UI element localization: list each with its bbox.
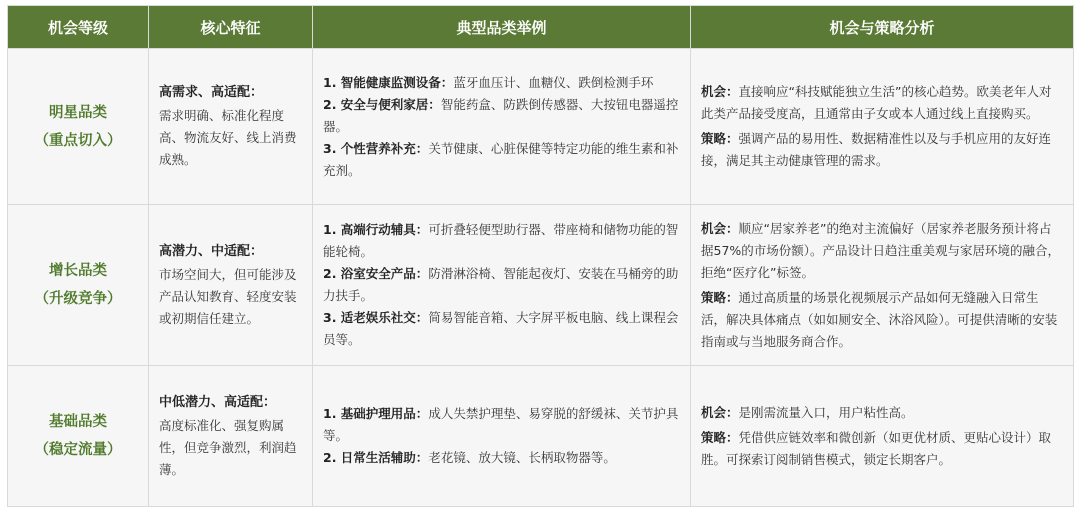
feature-body: 高度标准化、强复购属性，但竞争激烈，利润趋薄。 bbox=[159, 417, 297, 477]
table-row bbox=[8, 366, 1074, 507]
level-name: 基础品类 bbox=[49, 414, 107, 430]
example-item bbox=[323, 447, 680, 469]
analysis-cell bbox=[691, 205, 1074, 366]
example-text: 可折叠轻便型助行器、带座椅和储物功能的智能轮椅。 bbox=[323, 222, 679, 259]
opportunity-text: 顺应“居家养老”的绝对主流偏好（居家养老服务预计将占据57%的市场份额）。产品设计日趋注重美观与家居环境的融合，拒绝“医疗化”标签。 bbox=[701, 220, 1061, 280]
example-item bbox=[323, 307, 680, 351]
feature-cell bbox=[149, 366, 313, 507]
feature-cell bbox=[149, 205, 313, 366]
level-cell bbox=[8, 205, 149, 366]
header-examples: 典型品类举例 bbox=[313, 6, 691, 49]
example-label: 2. 日常生活辅助： bbox=[323, 450, 429, 465]
feature-title: 高需求、高适配： bbox=[159, 85, 264, 100]
header-analysis: 机会与策略分析 bbox=[691, 6, 1074, 49]
example-text: 蓝牙血压计、血糖仪、跌倒检测手环 bbox=[453, 74, 654, 90]
feature-body: 市场空间大，但可能涉及产品认知教育、轻度安装或初期信任建立。 bbox=[159, 266, 297, 326]
example-text: 成人失禁护理垫、易穿脱的舒缓袜、关节护具等。 bbox=[323, 406, 679, 443]
examples-cell bbox=[313, 205, 691, 366]
example-item bbox=[323, 138, 680, 182]
strategy-label: 策略： bbox=[701, 131, 739, 146]
feature-body: 需求明确、标准化程度高、物流友好、线上消费成熟。 bbox=[159, 108, 297, 167]
level-sub: （稳定流量） bbox=[34, 442, 122, 458]
opportunity-text: 直接响应“科技赋能独立生活”的核心趋势。欧美老年人对此类产品接受度高，且通常由子女或本人通过线上直接购买。 bbox=[701, 84, 1052, 121]
level-sub: （重点切入） bbox=[34, 132, 122, 149]
table-header-row bbox=[8, 6, 1074, 49]
strategy-label: 策略： bbox=[701, 429, 739, 445]
example-label: 1. 智能健康监测设备： bbox=[323, 74, 454, 90]
level-cell bbox=[8, 49, 149, 205]
strategy-label: 策略： bbox=[701, 289, 739, 305]
strategy-text: 凭借供应链效率和微创新（如更优材质、更贴心设计）取胜。可探索订阅制销售模式，锁定长期客户。 bbox=[701, 429, 1052, 467]
category-table bbox=[7, 5, 1074, 507]
example-label: 2. 安全与便利家居： bbox=[323, 96, 441, 112]
opportunity-table bbox=[7, 5, 1073, 510]
analysis-cell bbox=[691, 49, 1074, 205]
opportunity-label: 机会： bbox=[701, 404, 739, 420]
opportunity-line bbox=[701, 218, 1063, 284]
header-feature: 核心特征 bbox=[149, 6, 313, 49]
opportunity-text: 是刚需流量入口，用户粘性高。 bbox=[738, 404, 914, 420]
example-item bbox=[323, 263, 680, 307]
level-sub: （升级竞争） bbox=[34, 291, 122, 307]
example-text: 关节健康、心脏保健等特定功能的维生素和补充剂。 bbox=[323, 140, 679, 178]
strategy-line bbox=[701, 287, 1063, 353]
example-item bbox=[323, 72, 680, 94]
example-label: 3. 个性营养补充： bbox=[323, 140, 429, 156]
example-label: 1. 高端行动辅具： bbox=[323, 222, 429, 237]
example-label: 3. 适老娱乐社交： bbox=[323, 310, 429, 325]
analysis-cell bbox=[691, 366, 1074, 507]
opportunity-label: 机会： bbox=[701, 220, 739, 236]
level-name: 明星品类 bbox=[49, 104, 107, 121]
table-row bbox=[8, 205, 1074, 366]
example-text: 老花镜、放大镜、长柄取物器等。 bbox=[428, 450, 616, 465]
examples-cell bbox=[313, 366, 691, 507]
strategy-text: 通过高质量的场景化视频展示产品如何无缝融入日常生活，解决具体痛点（如如厕安全、沐浴风险）。可提供清晰的安装指南或与当地服务商合作。 bbox=[701, 289, 1058, 349]
strategy-text: 强调产品的易用性、数据精准性以及与手机应用的友好连接，满足其主动健康管理的需求。 bbox=[701, 131, 1052, 168]
example-text: 简易智能音箱、大字屏平板电脑、线上课程会员等。 bbox=[323, 310, 679, 347]
opportunity-line bbox=[701, 402, 1063, 424]
level-cell bbox=[8, 366, 149, 507]
example-label: 1. 基础护理用品： bbox=[323, 406, 429, 421]
feature-title: 高潜力、中适配： bbox=[159, 243, 264, 259]
examples-cell bbox=[313, 49, 691, 205]
example-label: 2. 浴室安全产品： bbox=[323, 266, 429, 281]
strategy-line bbox=[701, 128, 1063, 172]
opportunity-label: 机会： bbox=[701, 84, 739, 99]
feature-cell bbox=[149, 49, 313, 205]
feature-title: 中低潜力、高适配： bbox=[159, 394, 277, 410]
example-text: 防滑淋浴椅、智能起夜灯、安装在马桶旁的助力扶手。 bbox=[323, 266, 679, 303]
level-name: 增长品类 bbox=[49, 263, 107, 279]
example-item bbox=[323, 403, 680, 447]
header-level: 机会等级 bbox=[8, 6, 149, 49]
strategy-line bbox=[701, 427, 1063, 471]
example-item bbox=[323, 94, 680, 138]
table-row bbox=[8, 49, 1074, 205]
example-item bbox=[323, 219, 680, 263]
opportunity-line bbox=[701, 81, 1063, 125]
example-text: 智能药盒、防跌倒传感器、大按钮电器遥控器。 bbox=[323, 96, 679, 134]
